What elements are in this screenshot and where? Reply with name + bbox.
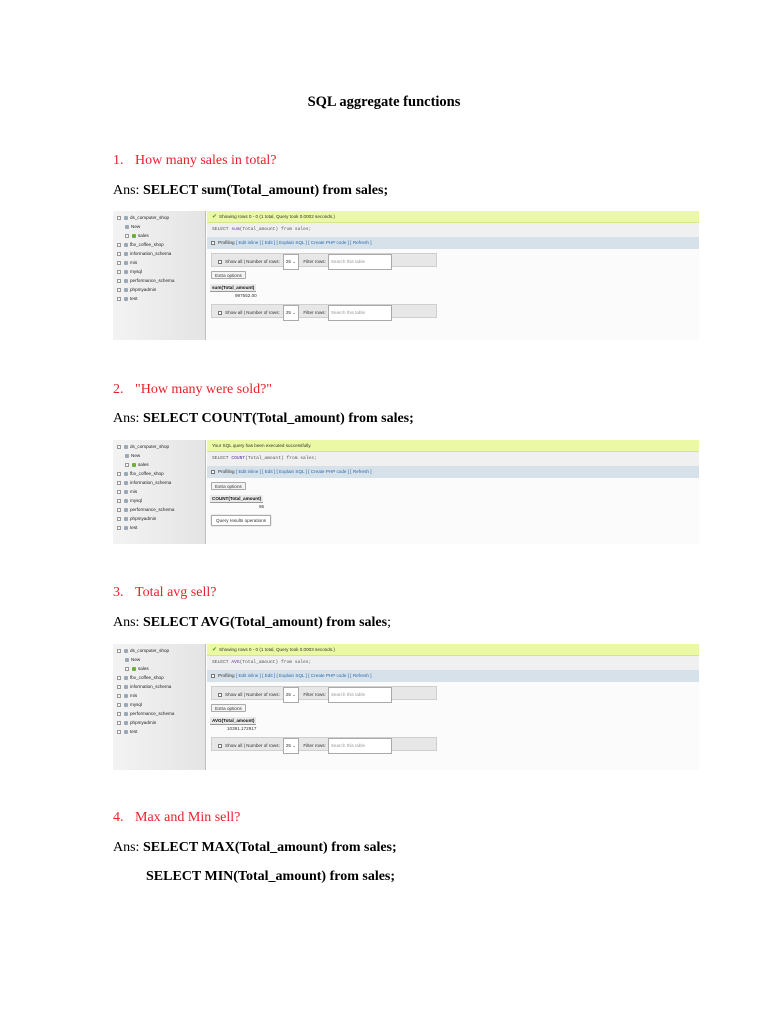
question-text: How many sales in total? [135,153,277,168]
rows-value: 25 [285,692,291,697]
tree-db: mysql [130,269,142,274]
rows-value: 25 [285,259,291,264]
results-pane [207,440,699,544]
table-navigation: Show all | Number of rows: 25 ⌄ Filter rows: Search this table [211,253,437,267]
tree-db: information_schema [130,480,172,485]
screenshot-count-result [113,440,699,544]
success-message [207,211,699,223]
message-text: Your SQL query has been executed successfully. [212,443,312,448]
message-text: Showing rows 0 - 0 (1 total, Query took 0.0002 seconds.) [219,214,335,219]
rows-select[interactable]: 25 ⌄ [283,687,299,703]
question-text: "How many were sold?" [135,382,273,397]
tree-db: mysql [130,702,142,707]
filter-label: Filter rows: [303,259,326,264]
query-links[interactable]: [ Edit inline ] [ Edit ] [ Explain SQL ] [ Create PHP code ] [ Refresh ] [235,240,372,245]
question-1 [113,153,277,169]
extra-options-button[interactable]: Extra options [211,704,246,712]
rows-label: Number of rows: [246,692,280,697]
profiling-checkbox[interactable] [211,241,215,245]
show-all-label: Show all [225,259,243,264]
tree-db: information_schema [130,684,172,689]
profiling-checkbox[interactable] [211,674,215,678]
tree-db: ds_computer_shop [130,648,170,653]
answer-query: SELECT MAX(Total_amount) from sales; [142,840,397,855]
answer-4 [113,840,397,856]
tree-db: mis [130,489,138,494]
tree-db: mysql [130,498,142,503]
rows-label: Number of rows: [246,743,280,748]
result-value: 997552.00 [235,293,257,298]
search-input[interactable]: Search this table [328,738,392,754]
show-all-label: Show all [225,692,243,697]
tree-new: New [131,657,141,662]
tree-db: phpmyadmin [130,516,157,521]
tree-db: information_schema [130,251,172,256]
filter-label: Filter rows: [303,310,326,315]
database-tree [113,440,206,544]
tree-db: fbx_coffee_shop [130,242,164,247]
show-all-label: Show all [225,310,243,315]
tree-table: sales [138,666,149,671]
tree-db: fbx_coffee_shop [130,675,164,680]
question-4 [113,810,240,826]
question-text: Max and Min sell? [135,810,241,825]
result-value: 95 [259,504,265,509]
question-3 [113,585,216,601]
tree-db: mis [130,260,138,265]
tree-table: sales [138,233,149,238]
answer-4-second-query: SELECT MIN(Total_amount) from sales; [146,869,396,884]
ans-label: Ans: [113,411,140,426]
success-message [207,440,699,452]
question-number: 2. [113,382,124,397]
sql-function: COUNT [231,456,246,461]
tree-db: test [130,729,138,734]
sql-rest: (Total_amount) from sales; [239,660,312,665]
question-text: Total avg sell? [135,585,217,600]
tree-db: performance_schema [130,507,175,512]
extra-options-button[interactable]: Extra options [211,482,246,490]
column-header: sum(Total_amount) [212,285,255,290]
tree-db: test [130,296,138,301]
sql-function: AVG [231,660,240,665]
profiling-checkbox[interactable] [211,470,215,474]
question-number: 3. [113,585,124,600]
tree-table: sales [138,462,149,467]
answer-query: SELECT COUNT(Total_amount) from sales; [142,411,414,426]
question-number: 4. [113,810,124,825]
answer-2 [113,411,414,427]
sql-query: SELECT COUNT(Total_amount) from sales; [207,452,699,466]
database-tree [113,211,206,340]
table-navigation-bottom: Show all | Number of rows: 25 ⌄ Filter rows: Search this table [211,737,437,751]
show-all-label: Show all [225,743,243,748]
answer-1 [113,183,388,199]
query-links[interactable]: [ Edit inline ] [ Edit ] [ Explain SQL ] [ Create PHP code ] [ Refresh ] [235,673,372,678]
ans-label: Ans: [113,615,140,630]
sql-rest: (Total_amount) from sales; [245,456,317,461]
column-header: AVG(Total_amount) [212,718,255,723]
rows-select[interactable]: 25 ⌄ [283,738,299,754]
tree-db: test [130,525,138,530]
sql-query: SELECT AVG(Total_amount) from sales; [207,656,699,670]
search-input[interactable]: Search this table [328,687,392,703]
tree-db: performance_schema [130,278,175,283]
sql-rest: (Total_amount) from sales; [239,227,312,232]
query-links[interactable]: [ Edit inline ] [ Edit ] [ Explain SQL ] [ Create PHP code ] [ Refresh ] [235,469,372,474]
tree-db: mis [130,693,138,698]
extra-options-button[interactable]: Extra options [211,271,246,279]
ans-label: Ans: [113,840,140,855]
show-all-checkbox[interactable] [218,260,222,264]
table-navigation: Show all | Number of rows: 25 ⌄ Filter rows: Search this table [211,686,437,700]
profiling-bar [207,670,699,682]
table-navigation-bottom: Show all | Number of rows: 25 ⌄ Filter rows: Search this table [211,304,437,318]
question-2 [113,382,272,398]
database-tree [113,644,206,770]
profiling-label: Profiling [218,469,235,474]
success-message [207,644,699,656]
tree-db: ds_computer_shop [130,215,170,220]
tree-db: phpmyadmin [130,720,157,725]
filter-label: Filter rows: [303,743,326,748]
search-input[interactable]: Search this table [328,305,392,321]
rows-value: 25 [285,310,291,315]
column-header: COUNT(Total_amount) [212,496,262,501]
profiling-label: Profiling [218,673,235,678]
check-icon: ✔ [212,647,218,653]
ans-label: Ans: [113,183,140,198]
tree-db: ds_computer_shop [130,444,170,449]
answer-semicolon: ; [387,615,391,630]
answer-query: SELECT sum(Total_amount) from sales; [142,183,389,198]
check-icon: ✔ [212,214,218,220]
result-value: 10391.172917 [227,726,257,731]
profiling-bar [207,466,699,478]
profiling-bar [207,237,699,249]
filter-label: Filter rows: [303,692,326,697]
show-all-checkbox[interactable] [218,311,222,315]
show-all-checkbox[interactable] [218,744,222,748]
profiling-label: Profiling [218,240,235,245]
tree-new: New [131,453,141,458]
message-text: Showing rows 0 - 0 (1 total, Query took 0.0003 seconds.) [219,647,335,652]
rows-label: Number of rows: [246,310,280,315]
tree-db: fbx_coffee_shop [130,471,164,476]
search-input[interactable]: Search this table [328,254,392,270]
screenshot-avg-result [113,644,699,770]
document-title: SQL aggregate functions [307,94,461,110]
show-all-checkbox[interactable] [218,693,222,697]
rows-select[interactable]: 25 ⌄ [283,305,299,321]
rows-select[interactable]: 25 ⌄ [283,254,299,270]
tree-db: performance_schema [130,711,175,716]
question-number: 1. [113,153,124,168]
rows-label: Number of rows: [246,259,280,264]
sql-function: sum [231,227,240,232]
screenshot-sum-result [113,211,699,340]
results-pane [207,644,699,770]
query-results-operations[interactable]: Query results operations [211,515,271,526]
tree-new: New [131,224,141,229]
tree-db: phpmyadmin [130,287,157,292]
answer-query: SELECT AVG(Total_amount) from sales [142,615,388,630]
answer-3 [113,615,391,631]
results-pane [207,211,699,340]
sql-query: SELECT sum(Total_amount) from sales; [207,223,699,237]
rows-value: 25 [285,743,291,748]
